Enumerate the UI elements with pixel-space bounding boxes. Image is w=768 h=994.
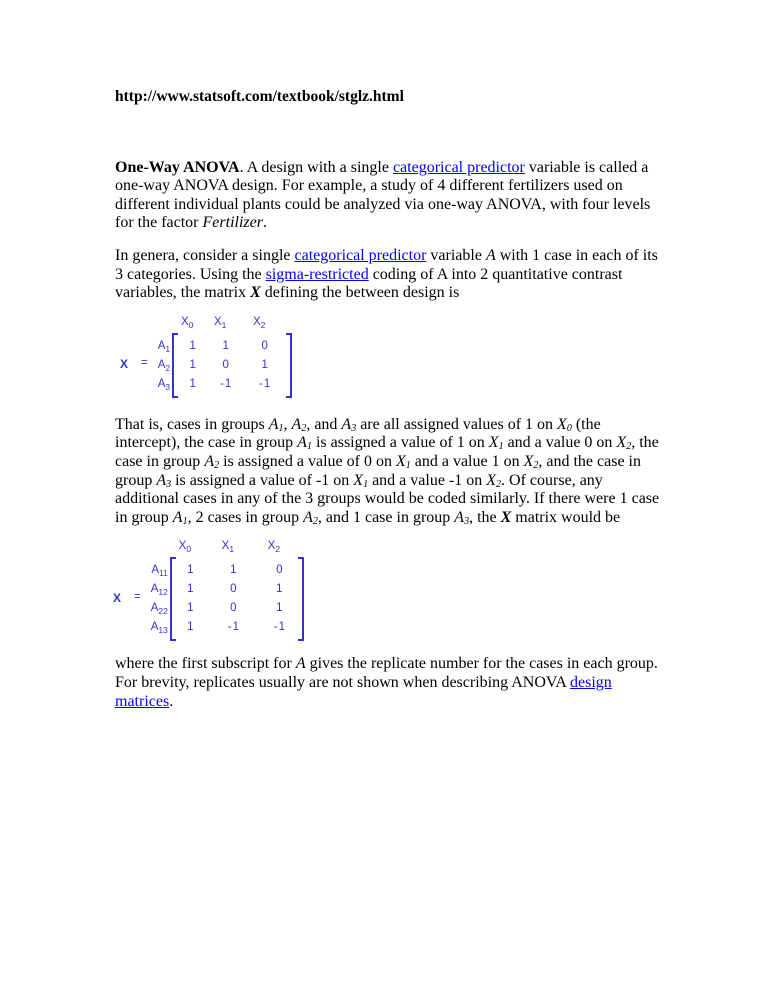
text-run: 0 [566, 422, 572, 434]
matrix-cell: 1 [189, 377, 197, 390]
matrix-row-label [158, 337, 170, 356]
row-label-symbol: $A_2$ [157, 358, 171, 373]
text-run: 2 [312, 515, 318, 527]
text-run: variable [426, 246, 486, 264]
col-header-symbol: $X_2$ [252, 315, 266, 330]
matrix-cell: 1 [187, 564, 195, 577]
text-run: X [616, 434, 627, 452]
text-run: X [250, 284, 261, 302]
source-url: http://www.statsoft.com/textbook/stglz.html [115, 88, 404, 105]
matrix-col-header [170, 541, 200, 557]
text-run: X [557, 415, 567, 433]
text-run: A [268, 415, 279, 433]
matrix-cell: -1 [220, 377, 233, 390]
row-label-symbol: $A_{22}$ [150, 602, 168, 617]
matrix-body [170, 541, 304, 641]
text-run: . [169, 692, 174, 710]
text-run: is assigned a value of 1 on [311, 434, 489, 452]
text-run: X [353, 471, 364, 489]
text-run: A [295, 655, 306, 673]
matrix-col-headers [170, 541, 304, 557]
matrix-cell: 1 [230, 564, 238, 577]
text-run: matrix would be [511, 508, 621, 526]
matrix-lhs-symbol: X [113, 591, 122, 606]
text-run: One-Way ANOVA [115, 158, 240, 176]
matrix-cell: 0 [261, 339, 269, 352]
matrix-cell: 0 [276, 564, 284, 577]
col-header-symbol: $X_1$ [213, 315, 227, 330]
text-run: 3 [464, 515, 470, 527]
matrix-cell: 1 [222, 339, 230, 352]
text-run: X [486, 471, 497, 489]
matrix-cell: 1 [187, 621, 195, 634]
matrix-col-headers [172, 317, 292, 333]
text-run: , the case in group [115, 434, 659, 470]
text-run: and a value 1 on [410, 452, 524, 470]
text-run: A [291, 415, 302, 433]
text-run: is assigned a value of 0 on [219, 452, 396, 470]
matrix-body [172, 317, 292, 398]
matrix-box [172, 333, 292, 398]
text-run: 3 [351, 422, 357, 434]
matrix-row-label [151, 618, 168, 637]
matrix-row-labels [158, 317, 170, 394]
text-run: A [454, 508, 465, 526]
text-run: , and [306, 415, 342, 433]
text-run: X [523, 452, 534, 470]
text-run: and a value 0 on [503, 434, 617, 452]
paragraph-one-way-anova [115, 159, 660, 233]
text-run: gives the replicate number for the cases in each group. For brevity, replicates usually are not shown when describing ANOVA [115, 655, 658, 691]
text-run: A [485, 246, 496, 264]
matrix-row-label [151, 599, 168, 618]
matrix-bracket-right [286, 333, 292, 398]
matrix-bracket-right [298, 557, 304, 641]
text-run: . Of course, any additional cases in any of the 3 groups would be coded similarly. If there were 1 case in group [115, 471, 660, 526]
matrix-lhs-symbol: X [120, 356, 129, 371]
text-run: and a value -1 on [368, 471, 487, 489]
equals-sign: = [141, 356, 148, 369]
matrix-box [170, 557, 304, 641]
text-run: , and the case in group [115, 452, 641, 489]
text-run: 1 [278, 422, 284, 434]
matrix-col-header [200, 541, 256, 557]
text-run: , 2 cases in group [187, 508, 304, 526]
matrix-row-label [158, 375, 170, 394]
text-run: 2 [496, 478, 502, 490]
matrix-row-label [151, 561, 168, 580]
text-run: 1 [182, 515, 188, 527]
text-run: 2 [301, 422, 307, 434]
text-run: A [156, 471, 167, 489]
text-run: A [172, 508, 183, 526]
text-run: . [262, 214, 267, 232]
col-header-symbol: $X_2$ [267, 540, 281, 555]
matrix-col-header [172, 317, 202, 333]
col-header-symbol: $X_0$ [178, 540, 192, 555]
link-categorical-predictor[interactable]: categorical predictor [294, 246, 427, 264]
matrix-cell: 1 [187, 583, 195, 596]
row-label-symbol: $A_1$ [157, 339, 171, 354]
matrix-cell: 0 [222, 358, 230, 371]
text-run: A [204, 452, 215, 470]
matrix-cell: 1 [189, 339, 197, 352]
text-run: defining the between design is [260, 284, 460, 302]
matrix-figure-between-design [120, 317, 708, 398]
text-run: is assigned a value of -1 on [171, 471, 354, 489]
row-label-symbol: $A_{12}$ [150, 583, 168, 598]
matrix-cell: -1 [273, 621, 286, 634]
paragraph-coding-explanation [115, 416, 660, 528]
col-header-symbol: $X_1$ [221, 540, 235, 555]
matrix-cell: 1 [189, 358, 197, 371]
text-run: . A design with a single [239, 158, 393, 176]
text-run: (the intercept), the case in group [115, 415, 601, 452]
text-run: 1 [363, 478, 369, 490]
text-run: That is, cases in groups [115, 415, 269, 433]
text-run: X [500, 508, 512, 526]
text-run: In genera, consider a single [115, 246, 295, 264]
text-run: coding of A into 2 quantitative contrast variables, the matrix [115, 265, 623, 302]
matrix-cell: 1 [187, 602, 195, 615]
matrix-values-grid [178, 333, 286, 398]
link-categorical-predictor[interactable]: categorical predictor [392, 158, 525, 176]
text-run: 1 [306, 441, 312, 453]
link-sigma-restricted[interactable]: sigma-restricted [265, 265, 369, 283]
matrix-cell: 0 [230, 602, 238, 615]
text-run: with 1 case in each of its 3 categories. Using the [115, 246, 658, 283]
matrix-figure-with-replicates [113, 541, 708, 641]
row-label-symbol: $A_3$ [157, 377, 171, 392]
text-run: 1 [405, 459, 411, 471]
text-run: , the [469, 508, 501, 526]
equals-sign: = [134, 591, 141, 604]
matrix-values-grid [176, 557, 298, 641]
text-run: are all assigned values of 1 on [356, 415, 558, 433]
text-run: 2 [626, 441, 632, 453]
text-run: 3 [166, 478, 172, 490]
matrix-col-header [202, 317, 238, 333]
text-run: 1 [498, 441, 504, 453]
text-run: Fertilizer [202, 214, 263, 232]
matrix-cell: 1 [261, 358, 269, 371]
row-label-symbol: $A_{11}$ [151, 564, 168, 579]
text-run: 2 [214, 459, 220, 471]
row-label-symbol: $A_{13}$ [150, 621, 168, 636]
matrix-cell: 1 [276, 602, 284, 615]
col-header-symbol: $X_0$ [180, 315, 194, 330]
text-run: A [303, 508, 313, 526]
link-design-matrices[interactable]: design matrices [115, 673, 612, 710]
text-run: , and 1 case in group [317, 508, 455, 526]
paragraph-replicates-note [115, 655, 660, 711]
text-run: where the first subscript for [115, 655, 296, 673]
text-run: A [297, 434, 307, 452]
matrix-col-header [256, 541, 292, 557]
text-run: 2 [533, 459, 539, 471]
text-run: , [283, 415, 292, 433]
text-run: A [341, 415, 352, 433]
paragraph-in-genera [115, 247, 660, 303]
matrix-cell: -1 [227, 621, 240, 634]
text-run: X [395, 452, 406, 470]
text-run: variable is called a one-way ANOVA design. For example, a study of 4 different fertilizers used on different individual plants could be analyzed via one-way ANOVA, with four levels for the factor [115, 158, 651, 232]
text-run: X [488, 434, 499, 452]
matrix-cell: -1 [259, 377, 272, 390]
matrix-row-labels [151, 541, 168, 637]
matrix-cell: 0 [230, 583, 238, 596]
matrix-row-label [158, 356, 170, 375]
matrix-cell: 1 [276, 583, 284, 596]
matrix-col-header [238, 317, 280, 333]
matrix-row-label [151, 580, 168, 599]
